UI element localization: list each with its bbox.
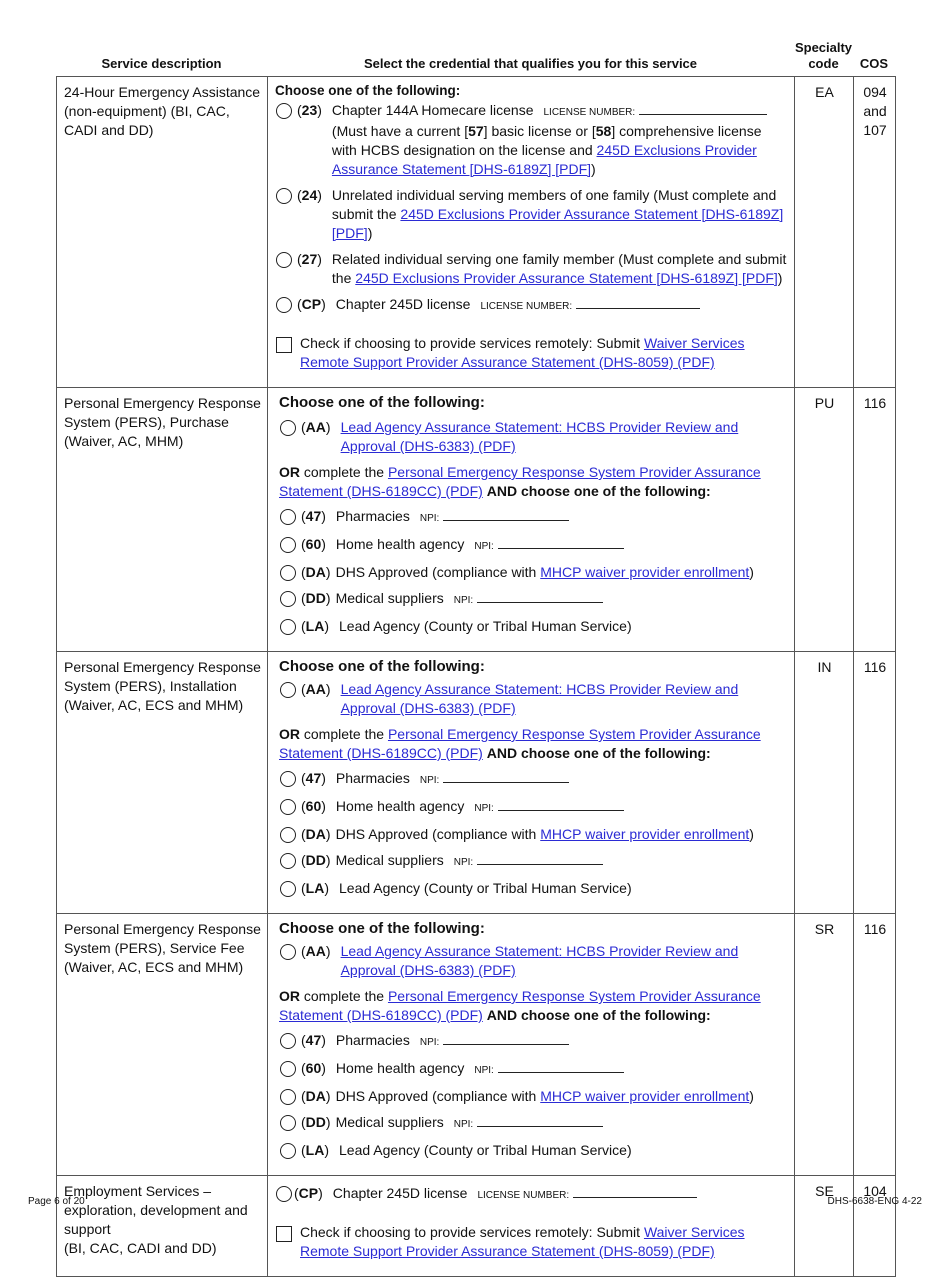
radio-button[interactable]: [280, 509, 296, 525]
option-dd[interactable]: (DD) Medical suppliers NPI:: [279, 1113, 788, 1134]
radio-button[interactable]: [280, 881, 296, 897]
radio-button[interactable]: [276, 1186, 292, 1202]
table-header: [56, 40, 895, 74]
option-aa[interactable]: (AA) Lead Agency Assurance Statement: HCBS Provider Review and Approval (DHS-6383) (PDF): [279, 680, 788, 718]
service-description: Personal Emergency Response System (PERS), Purchase (Waiver, AC, MHM): [57, 388, 268, 652]
choose-heading: Choose one of the following:: [275, 83, 461, 98]
npi-field[interactable]: [498, 800, 624, 811]
option-la[interactable]: (LA) Lead Agency (County or Tribal Human Service): [279, 617, 788, 636]
choose-heading: Choose one of the following:: [279, 920, 485, 937]
remote-support-link[interactable]: Waiver Services Remote Support Provider Assurance Statement (DHS-8059) (PDF): [300, 335, 745, 370]
radio-button[interactable]: [280, 619, 296, 635]
header-specialty-code: Specialty code: [794, 40, 853, 71]
option-24[interactable]: (24) Unrelated individual serving members of one family (Must complete and submit the 245D Exclusions Provider Assurance Statement [DHS-6189Z] [PDF]): [275, 186, 788, 243]
radio-button[interactable]: [276, 188, 292, 204]
header-cos: COS: [859, 56, 889, 71]
radio-button[interactable]: [280, 1033, 296, 1049]
cos-value: 116: [854, 914, 896, 1176]
option-da[interactable]: (DA) DHS Approved (compliance with MHCP waiver provider enrollment): [279, 1087, 788, 1106]
license-number-field[interactable]: [573, 1187, 697, 1198]
pers-assurance-link[interactable]: Personal Emergency Response System Provider Assurance Statement (DHS-6189CC) (PDF): [279, 464, 761, 499]
radio-button[interactable]: [276, 297, 292, 313]
option-dd[interactable]: (DD) Medical suppliers NPI:: [279, 851, 788, 872]
credential-cell: [268, 388, 795, 652]
form-number: DHS-6638-ENG 4-22: [827, 1196, 922, 1207]
exclusions-link[interactable]: 245D Exclusions Provider Assurance Statement [DHS-6189Z] [PDF]: [331, 142, 757, 177]
npi-field[interactable]: [443, 1034, 569, 1045]
service-description: Personal Emergency Response System (PERS), Installation (Waiver, AC, ECS and MHM): [57, 652, 268, 914]
pers-assurance-link[interactable]: Personal Emergency Response System Provider Assurance Statement (DHS-6189CC) (PDF): [279, 726, 761, 761]
credential-cell: [268, 1176, 795, 1277]
specialty-code: SR: [795, 914, 854, 1176]
option-da[interactable]: (DA) DHS Approved (compliance with MHCP waiver provider enrollment): [279, 825, 788, 844]
radio-button[interactable]: [280, 827, 296, 843]
radio-button[interactable]: [280, 1115, 296, 1131]
option-27[interactable]: (27) Related individual serving one family member (Must complete and submit the 245D Exclusions Provider Assurance Statement [DHS-6189Z] [PDF]): [275, 250, 788, 288]
radio-button[interactable]: [276, 103, 292, 119]
license-number-field[interactable]: [639, 104, 767, 115]
exclusions-link[interactable]: 245D Exclusions Provider Assurance Statement [DHS-6189Z] [PDF]: [331, 206, 784, 241]
option-47[interactable]: (47) Pharmacies NPI:: [279, 1031, 788, 1052]
radio-button[interactable]: [280, 682, 296, 698]
header-credential: Select the credential that qualifies you for this service: [363, 56, 698, 71]
radio-button[interactable]: [280, 591, 296, 607]
radio-button[interactable]: [280, 799, 296, 815]
option-60[interactable]: (60) Home health agency NPI:: [279, 535, 788, 556]
radio-button[interactable]: [280, 1089, 296, 1105]
choose-heading: Choose one of the following:: [279, 658, 485, 675]
exclusions-link[interactable]: 245D Exclusions Provider Assurance Statement [DHS-6189Z] [PDF]: [355, 270, 778, 286]
radio-button[interactable]: [276, 252, 292, 268]
option-la[interactable]: (LA) Lead Agency (County or Tribal Human Service): [279, 879, 788, 898]
credential-cell: [268, 652, 795, 914]
service-description: 24-Hour Emergency Assistance (non-equipment) (BI, CAC, CADI and DD): [57, 77, 268, 388]
lead-agency-assurance-link[interactable]: Lead Agency Assurance Statement: HCBS Provider Review and Approval (DHS-6383) (PDF): [340, 681, 739, 716]
specialty-code: PU: [795, 388, 854, 652]
table-row: [57, 388, 896, 652]
or-instruction: OR complete the Personal Emergency Response System Provider Assurance Statement (DHS-6189CC) (PDF) AND choose one of the following:: [279, 726, 761, 761]
page-number: Page 6 of 20: [28, 1196, 85, 1207]
license-number-field[interactable]: [576, 298, 700, 309]
option-aa[interactable]: (AA) Lead Agency Assurance Statement: HCBS Provider Review and Approval (DHS-6383) (PDF): [279, 942, 788, 980]
service-description: Employment Services – exploration, development and support (BI, CAC, CADI and DD): [57, 1176, 268, 1277]
table-row: [57, 652, 896, 914]
option-47[interactable]: (47) Pharmacies NPI:: [279, 769, 788, 790]
remote-checkbox[interactable]: [276, 1226, 292, 1242]
remote-checkbox[interactable]: [276, 337, 292, 353]
cos-value: 094 and 107: [854, 77, 896, 388]
option-cp[interactable]: (CP) Chapter 245D license LICENSE NUMBER:: [275, 1184, 788, 1205]
radio-button[interactable]: [280, 565, 296, 581]
specialty-code: EA: [795, 77, 854, 388]
radio-button[interactable]: [280, 420, 296, 436]
option-la[interactable]: (LA) Lead Agency (County or Tribal Human Service): [279, 1141, 788, 1160]
header-service-description: Service description: [101, 56, 222, 71]
option-47[interactable]: (47) Pharmacies NPI:: [279, 507, 788, 528]
cos-value: 104: [854, 1176, 896, 1277]
option-cp[interactable]: (CP) Chapter 245D license LICENSE NUMBER:: [275, 295, 788, 316]
lead-agency-assurance-link[interactable]: Lead Agency Assurance Statement: HCBS Provider Review and Approval (DHS-6383) (PDF): [340, 943, 739, 978]
service-description: Personal Emergency Response System (PERS), Service Fee (Waiver, AC, ECS and MHM): [57, 914, 268, 1176]
npi-field[interactable]: [477, 854, 603, 865]
option-23[interactable]: (23) Chapter 144A Homecare license LICENSE NUMBER: (Must have a current [57] basic license or [58] comprehensive license with HCBS designation on the license and 245D Exclusions Provider Assurance Statement [DHS-6189Z] [PDF]): [275, 101, 788, 179]
radio-button[interactable]: [280, 853, 296, 869]
option-aa[interactable]: (AA) Lead Agency Assurance Statement: HCBS Provider Review and Approval (DHS-6383) (PDF): [279, 418, 788, 456]
credential-cell: [268, 77, 795, 388]
radio-button[interactable]: [280, 944, 296, 960]
specialty-code: SE: [795, 1176, 854, 1277]
lead-agency-assurance-link[interactable]: Lead Agency Assurance Statement: HCBS Provider Review and Approval (DHS-6383) (PDF): [340, 419, 739, 454]
option-dd[interactable]: (DD) Medical suppliers NPI:: [279, 589, 788, 610]
cos-value: 116: [854, 388, 896, 652]
npi-field[interactable]: [477, 592, 603, 603]
radio-button[interactable]: [280, 1061, 296, 1077]
choose-heading: Choose one of the following:: [279, 394, 485, 411]
remote-checkbox-option[interactable]: Check if choosing to provide services remotely: Submit Waiver Services Remote Support Provider Assurance Statement (DHS-8059) (PDF): [275, 1223, 788, 1261]
pers-assurance-link[interactable]: Personal Emergency Response System Provider Assurance Statement (DHS-6189CC) (PDF): [279, 988, 761, 1023]
option-60[interactable]: (60) Home health agency NPI:: [279, 1059, 788, 1080]
option-60[interactable]: (60) Home health agency NPI:: [279, 797, 788, 818]
table-row: [57, 1176, 896, 1277]
remote-support-link[interactable]: Waiver Services Remote Support Provider Assurance Statement (DHS-8059) (PDF): [300, 1224, 745, 1259]
npi-field[interactable]: [498, 1062, 624, 1073]
credential-cell: [268, 914, 795, 1176]
table-row: [57, 77, 896, 388]
or-instruction: OR complete the Personal Emergency Response System Provider Assurance Statement (DHS-6189CC) (PDF) AND choose one of the following:: [279, 988, 761, 1023]
npi-field[interactable]: [477, 1116, 603, 1127]
npi-field[interactable]: [443, 510, 569, 521]
radio-button[interactable]: [280, 771, 296, 787]
cos-value: 116: [854, 652, 896, 914]
mhcp-enrollment-link[interactable]: MHCP waiver provider enrollment: [540, 1088, 750, 1104]
table-row: [57, 914, 896, 1176]
specialty-code: IN: [795, 652, 854, 914]
or-instruction: OR complete the Personal Emergency Response System Provider Assurance Statement (DHS-6189CC) (PDF) AND choose one of the following:: [279, 464, 761, 499]
mhcp-enrollment-link[interactable]: MHCP waiver provider enrollment: [540, 564, 750, 580]
radio-button[interactable]: [280, 1143, 296, 1159]
option-da[interactable]: (DA) DHS Approved (compliance with MHCP waiver provider enrollment): [279, 563, 788, 582]
remote-checkbox-option[interactable]: Check if choosing to provide services remotely: Submit Waiver Services Remote Support Provider Assurance Statement (DHS-8059) (PDF): [275, 334, 788, 372]
services-table: [56, 76, 896, 1277]
radio-button[interactable]: [280, 537, 296, 553]
npi-field[interactable]: [498, 538, 624, 549]
mhcp-enrollment-link[interactable]: MHCP waiver provider enrollment: [540, 826, 750, 842]
npi-field[interactable]: [443, 772, 569, 783]
